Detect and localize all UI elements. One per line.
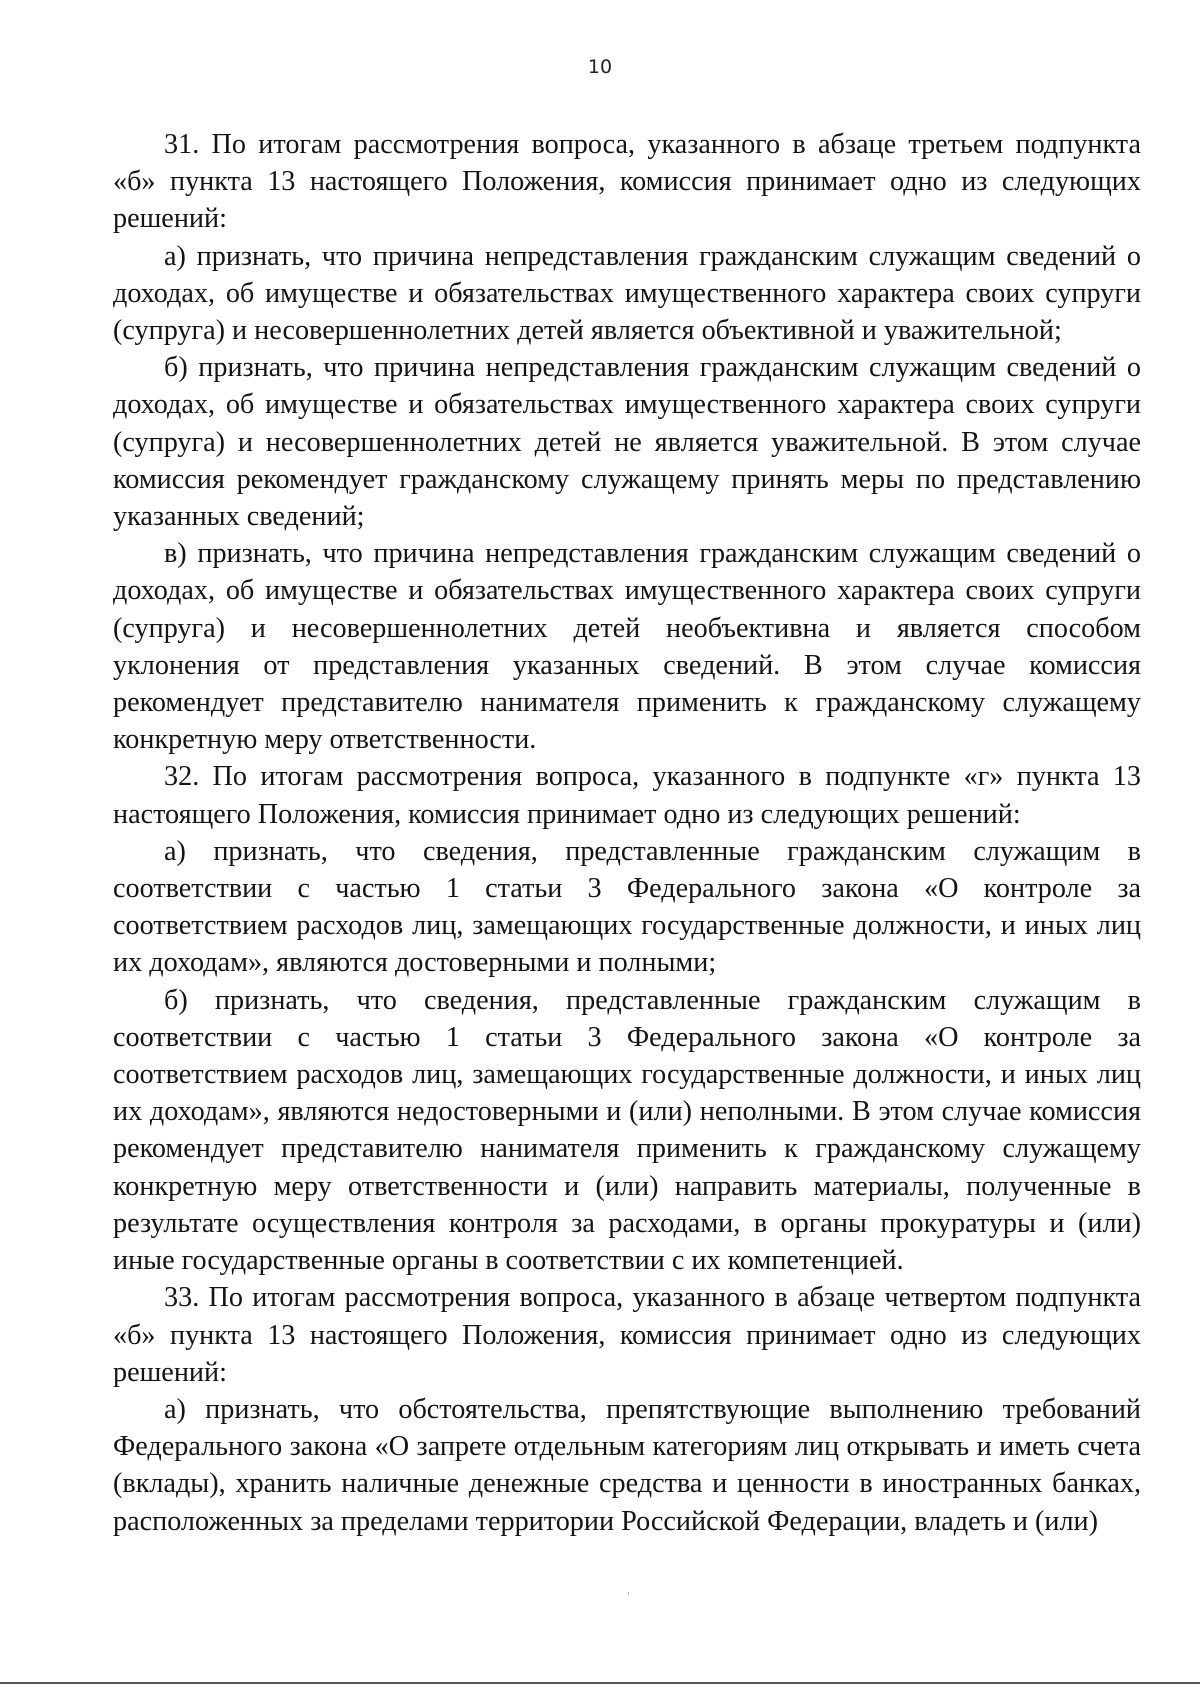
document-body [113, 126, 1141, 1540]
paragraph-31-b: б) признать, что причина непредставления гражданским служащим сведений о доходах, об имуществе и обязательствах имущественного характера своих супруги (супруга) и несовершеннолетних детей не является уважительной. В этом случае комиссия рекомендует гражданскому служащему принять меры по представлению указанных сведений; [113, 352, 1141, 533]
paragraph-31-v: в) признать, что причина непредставления гражданским служащим сведений о доходах, об имуществе и обязательствах имущественного характера своих супруги (супруга) и несовершеннолетних детей необъективна и является способом уклонения от представления указанных сведений. В этом случае комиссия рекомендует представителю нанимателя применить к гражданскому служащему конкретную меру ответственности. [113, 538, 1141, 756]
paragraph-32: 32. По итогам рассмотрения вопроса, указанного в подпункте «г» пункта 13 настоящего Положения, комиссия принимает одно из следующих решений: [113, 761, 1141, 830]
scan-bottom-edge [0, 1682, 1200, 1684]
paragraph-31: 31. По итогам рассмотрения вопроса, указанного в абзаце третьем подпункта «б» пункта 13 настоящего Положения, комиссия принимает одно из следующих решений: [113, 129, 1141, 235]
paragraph-32-a: а) признать, что сведения, представленные гражданским служащим в соответствии с частью 1 статьи 3 Федерального закона «О контроле за соответствием расходов лиц, замещающих государственные должности, и иных лиц их доходам», являются достоверными и полными; [113, 835, 1141, 979]
paragraph-33-a: а) признать, что обстоятельства, препятствующие выполнению требований Федерального закона «О запрете отдельным категориям лиц открывать и иметь счета (вклады), хранить наличные денежные средства и ценности в иностранных банках, расположенных за пределами территории Российской Федерации, владеть и (или) [113, 1393, 1141, 1537]
paragraph-31-a: а) признать, что причина непредставления гражданским служащим сведений о доходах, об имуществе и обязательствах имущественного характера своих супруги (супруга) и несовершеннолетних детей является объективной и уважительной; [113, 240, 1141, 347]
scan-speck [628, 1592, 629, 1595]
page-number: 10 [587, 56, 613, 78]
paragraph-32-b: б) признать, что сведения, представленные гражданским служащим в соответствии с частью 1 статьи 3 Федерального закона «О контроле за соответствием расходов лиц, замещающих государственные должности, и иных лиц их доходам», являются недостоверными и (или) неполными. В этом случае комиссия рекомендует представителю нанимателя применить к гражданскому служащему конкретную меру ответственности и (или) направить материалы, полученные в результате осуществления контроля за расходами, в органы прокуратуры и (или) иные государственные органы в соответствии с их компетенцией. [113, 984, 1141, 1277]
paragraph-33: 33. По итогам рассмотрения вопроса, указанного в абзаце четвертом подпункта «б» пункта 13 настоящего Положения, комиссия принимает одно из следующих решений: [113, 1282, 1141, 1388]
